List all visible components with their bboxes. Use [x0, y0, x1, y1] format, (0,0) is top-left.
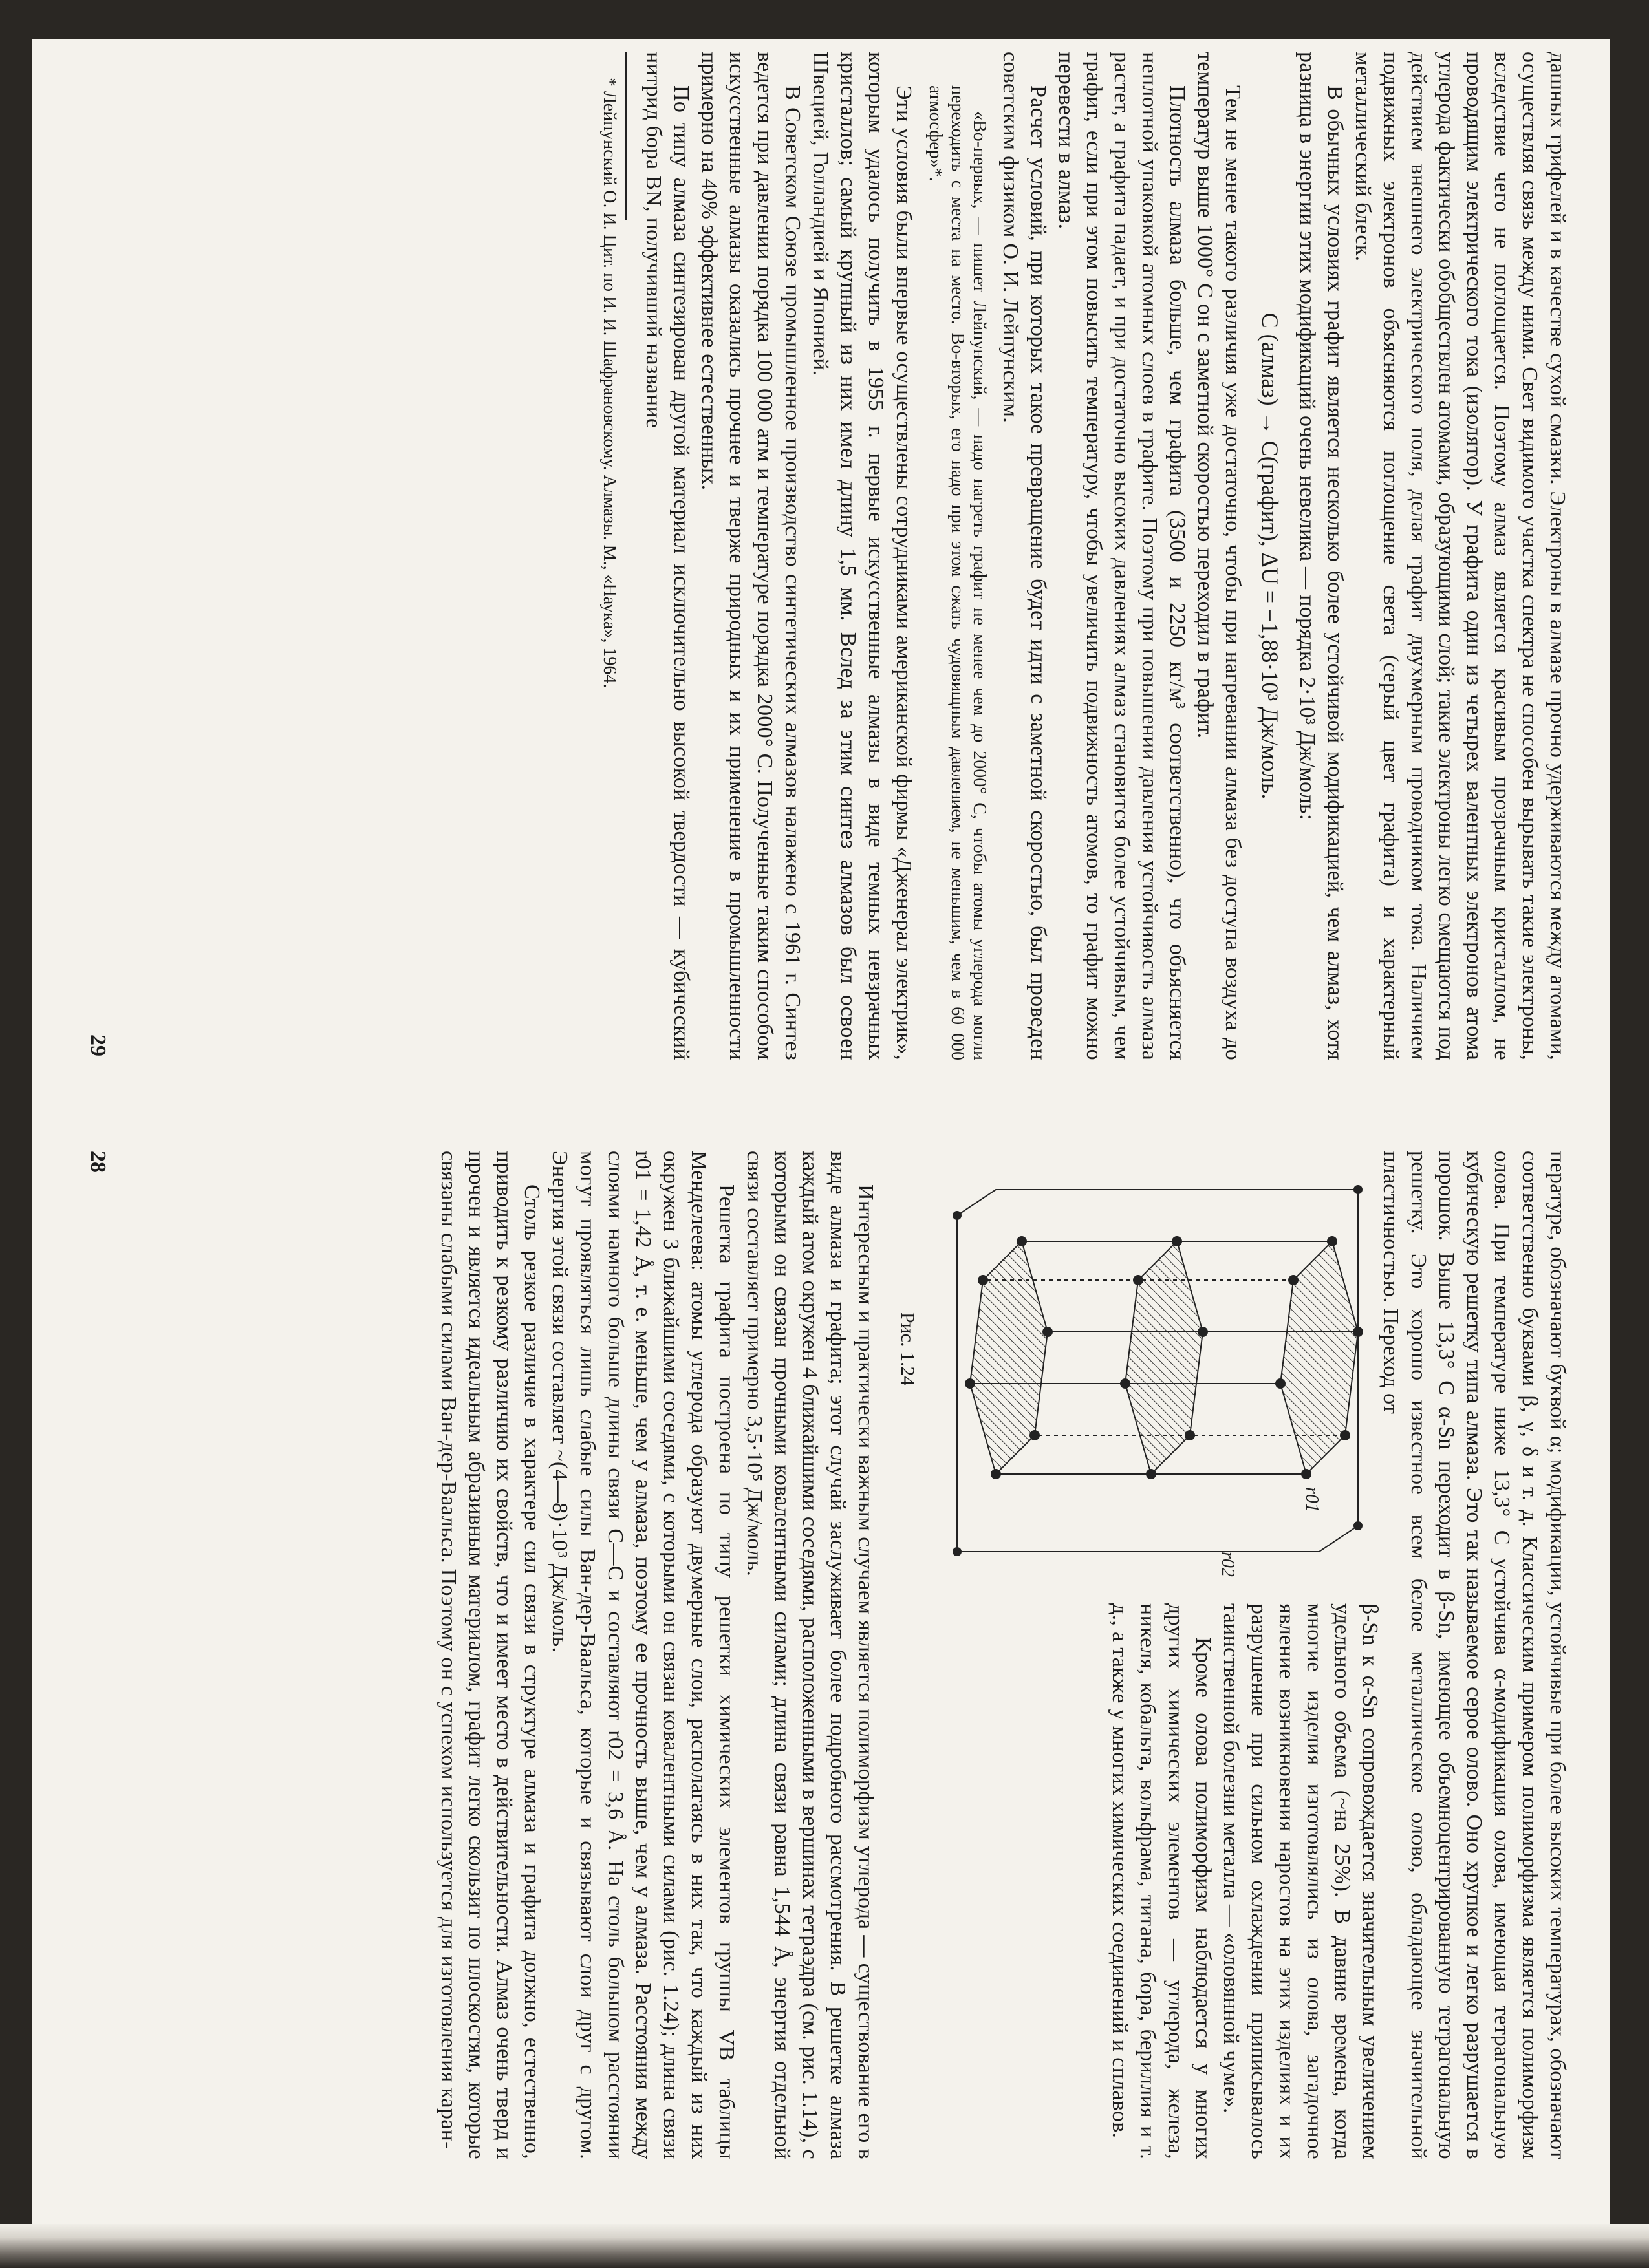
- equation: C (алмаз) → C(графит), ΔU = −1,88·10³ Дж/моль.: [1257, 312, 1283, 800]
- label-r02: r02: [1218, 1552, 1238, 1577]
- paragraph: пературе, обозначают буквой α; модификации, устойчивые при более высоких температурах, обозначают соответственно буквами β, γ, δ и т. д. Классическим примером полиморфизма является полиморфизм олова. При температуре ниже 13,3° С устойчива α-модификация олова, имеющая тетрагональную кубическую решетку типа алмаза. Это так называемое серое олово. Оно хрупкое и легко разрушается в порошок. Выше 13,3° С α-Sn переходит в β-Sn, имеющее объемноцентрированную тетрагональную решетку. Это хорошо известное всем белое металлическое олово, обладающее значительной пластичностью. Переход от: [1379, 1151, 1569, 2159]
- paragraph: В обычных условиях графит является несколько более устойчивой модификацией, чем алмаз, хотя разница в энергии этих модификаций очень невелика — порядка 2·10³ Дж/моль:: [1295, 52, 1347, 1060]
- paragraph: Расчет условий, при которых такое превращение будет идти с заметной скоростью, был проведен советским физиком О. И. Лейпунским.: [998, 52, 1050, 1060]
- paragraph: β-Sn к α-Sn сопровождается значительным увеличением удельного объема (~на 25%). В давние времена, когда многие изделия изготовлялись из олова, загадочное явление возникновения наростов на этих изделиях и их разрушение при сильном охлаждении приписывалось таинственной болезни металла — «оловянной чуме».: [1219, 1603, 1382, 2159]
- paragraph: В Советском Союзе промышленное производство синтетических алмазов налажено с 1961 г. Синтез ведется при давлении порядка 100 000 атм и температуре порядка 2000° С. Полученные таким способом искусственные алмазы оказались прочнее и тверже природных и их применение в промышленности примерно на 40% эффективнее естественных.: [697, 52, 804, 1060]
- page-28-bottom-text: [435, 1151, 879, 2159]
- paragraph: дашных грифелей и в качестве сухой смазки. Электроны в алмазе прочно удерживаются между атомами, осуществляя связь между ними. Свет видимого участка спектра не способен вырывать такие электроны, вследствие чего не поглощается. Поэтому алмаз является красивым прозрачным кристаллом, не проводящим электрического тока (изолятор). У графита один из четырех валентных электронов атома углерода фактически обобществлен атомами, образующими слой; такие электроны легко смещаются под действием внешнего электрического поля, делая графит двухмерным проводником тока. Наличием подвижных электронов объясняются поглощение света (серый цвет графита) и характерный металлический блеск.: [1351, 52, 1569, 1060]
- text-beside-figure: [1106, 1603, 1384, 2159]
- footnote-rule: [625, 52, 627, 220]
- paragraph: Решетка графита построена по типу решетки химических элементов группы VB таблицы Менделеева: атомы углерода образуют двумерные слои, располагаясь в них так, что каждый из них окружен 3 ближайшими соседями, с которыми он связан ковалентными силами (рис. 1.24); длина связи r01 = 1,42 Å, т. е. меньше, чем у алмаза, поэтому ее прочность выше, чем у алмаза. Расстояния между слоями намного больше длины связи С—С и составляют r02 = 3,6 Å. На столь большом расстоянии могут проявляться лишь слабые силы Ван-дер-Ваальса, которые и связывают слои друг с другом. Энергия этой связи составляет ~(4—8)·10³ Дж/моль.: [548, 1151, 738, 2159]
- page-number: 29: [86, 1034, 110, 1056]
- quote: «Во-первых, — пишет Лейпунский, — надо нагреть графит не менее чем до 2000° С, чтобы атомы углерода могли переходить с места на место. Во-вторых, его надо при этом сжать чудовищным давлением, не меньшим, чем в 60 000 атмосфер»*.: [925, 85, 989, 1060]
- paragraph: По типу алмаза синтезирован другой материал исключительно высокой твердости — кубический нитрид бора BN, получивший название: [641, 52, 693, 1060]
- page-28: [65, 1151, 1571, 2198]
- footnote: * Лейпунский О. И. Цит. по И. И. Шафрановскому. Алмазы. М., «Наука», 1964.: [599, 78, 620, 689]
- figure-caption: Рис. 1.24: [897, 1312, 918, 1386]
- paragraph: Плотность алмаза больше, чем графита (3500 и 2250 кг/м³ соответственно), что объясняется неплотной упаковкой атомных слоев в графите. Поэтому при повышении давления устойчивость алмаза растет, а графита падает, и при достаточно высоких давлениях алмаз становится более устойчивым, чем графит, если при этом повысить температуру, чтобы увеличить подвижность атомов, то графит можно перевести в алмаз.: [1054, 52, 1189, 1060]
- paragraph: Тем не менее такого различия уже достаточно, чтобы при нагревании алмаза без доступа воздуха до температур выше 1000° С он с заметной скоростью переходил в графит.: [1193, 52, 1245, 1060]
- book-edge: [0, 2224, 1649, 2268]
- paragraph: Интересным и практически важным случаем является полиморфизм углерода — существование его в виде алмаза и графита; этот случай заслуживает более подробного рассмотрения. В решетке алмаза каждый атом окружен 4 ближайшими соседями, расположенными в вершинах тетраэдра (см. рис. 1.14), с которыми он связан прочными ковалентными силами; длина связи равна 1,544 Å, энергия отдельной связи составляет примерно 3,5·10⁵ Дж/моль.: [742, 1151, 878, 2159]
- page-29: [65, 52, 1571, 1099]
- paragraph: Столь резкое различие в характере сил связи в структуре алмаза и графита должно, естественно, приводить к резкому различию их свойств, что и имеет место в действительности. Алмаз очень тверд и прочен и является идеальным абразивным материалом, графит легко скользит по плоскостям, которые связаны слабыми силами Ван-дер-Ваальса. Поэтому он с успехом используется для изготовления каран-: [436, 1151, 544, 2159]
- page-29-text: [598, 52, 1571, 1060]
- graphite-lattice-figure: [931, 1164, 1384, 1578]
- paragraph: Эти условия были впервые осуществлены сотрудниками американской фирмы «Дженерал электрик», которым удалось получить в 1955 г. первые искусственные алмазы в виде темных невзрачных кристаллов; самый крупный из них имел длину 1,5 мм. Вслед за этим синтез алмазов был освоен Швецией, Голландией и Японией.: [808, 52, 916, 1060]
- label-r01: r01: [1302, 1487, 1322, 1512]
- page-28-top-text: [1377, 1151, 1571, 2159]
- paragraph: Кроме олова полиморфизм наблюдается у многих других химических элементов — углерода, железа, никеля, кобальта, вольфрама, титана, бора, бериллия и т. д., а также у многих химических соединений и сплавов.: [1108, 1603, 1215, 2159]
- page-number: 28: [86, 1151, 110, 1173]
